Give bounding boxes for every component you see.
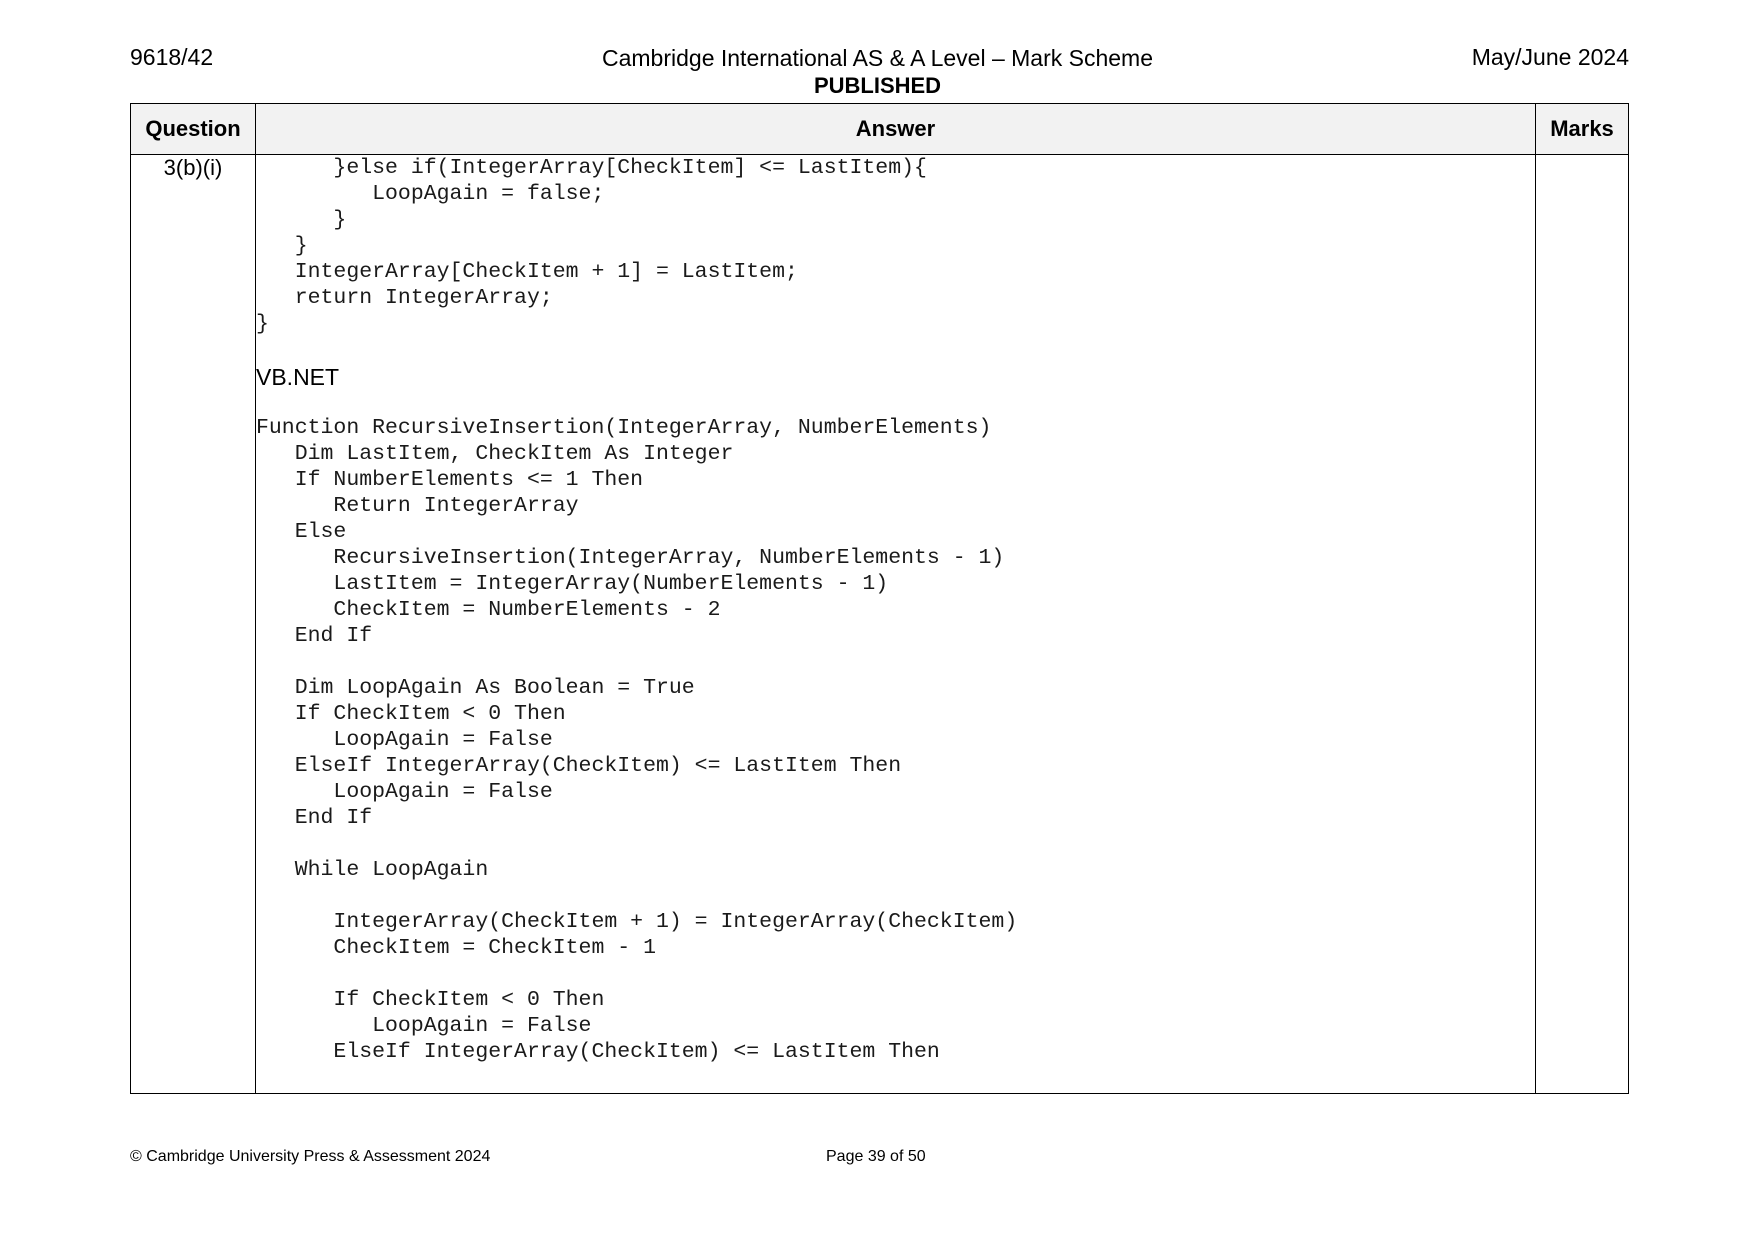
copyright-notice: © Cambridge University Press & Assessment 2024 [130,1148,491,1165]
exam-session: May/June 2024 [1471,44,1629,70]
published-label: PUBLISHED [813,73,942,98]
marks-cell [1536,155,1629,1094]
document-title: Cambridge International AS & A Level – Mark Scheme [601,45,1154,71]
question-number: 3(b)(i) [131,155,256,1094]
table-header-row [131,104,1629,155]
marks-column-header: Marks [1536,104,1629,155]
page-number: Page 39 of 50 [826,1148,926,1165]
paper-code: 9618/42 [130,44,214,70]
mark-scheme-table [130,103,1629,1094]
answer-column-header: Answer [256,104,1536,155]
language-heading: VB.NET [256,364,340,390]
table-row [131,155,1629,1094]
code-block-continued: }else if(IntegerArray[CheckItem] <= LastItem){ LoopAgain = false; } } IntegerArray[CheckItem + 1] = LastItem; return IntegerArray; } [256,156,927,336]
answer-cell [256,155,1536,1094]
question-column-header: Question [131,104,256,155]
code-block-vbnet: Function RecursiveInsertion(IntegerArray, NumberElements) Dim LastItem, CheckItem As Integer If NumberElements <= 1 Then Return IntegerArray Else RecursiveInsertion(IntegerArray, NumberElements - 1) LastItem = IntegerArray(NumberElements - 1) CheckItem = NumberElements - 2 End If Dim LoopAgain As Boolean = True If CheckItem < 0 Then LoopAgain = False ElseIf IntegerArray(CheckItem) <= LastItem Then LoopAgain = False End If While LoopAgain IntegerArray(CheckItem + 1) = IntegerArray(CheckItem) CheckItem = CheckItem - 1 If CheckItem < 0 Then LoopAgain = False ElseIf IntegerArray(CheckItem) <= LastItem Then [256,416,1018,1064]
